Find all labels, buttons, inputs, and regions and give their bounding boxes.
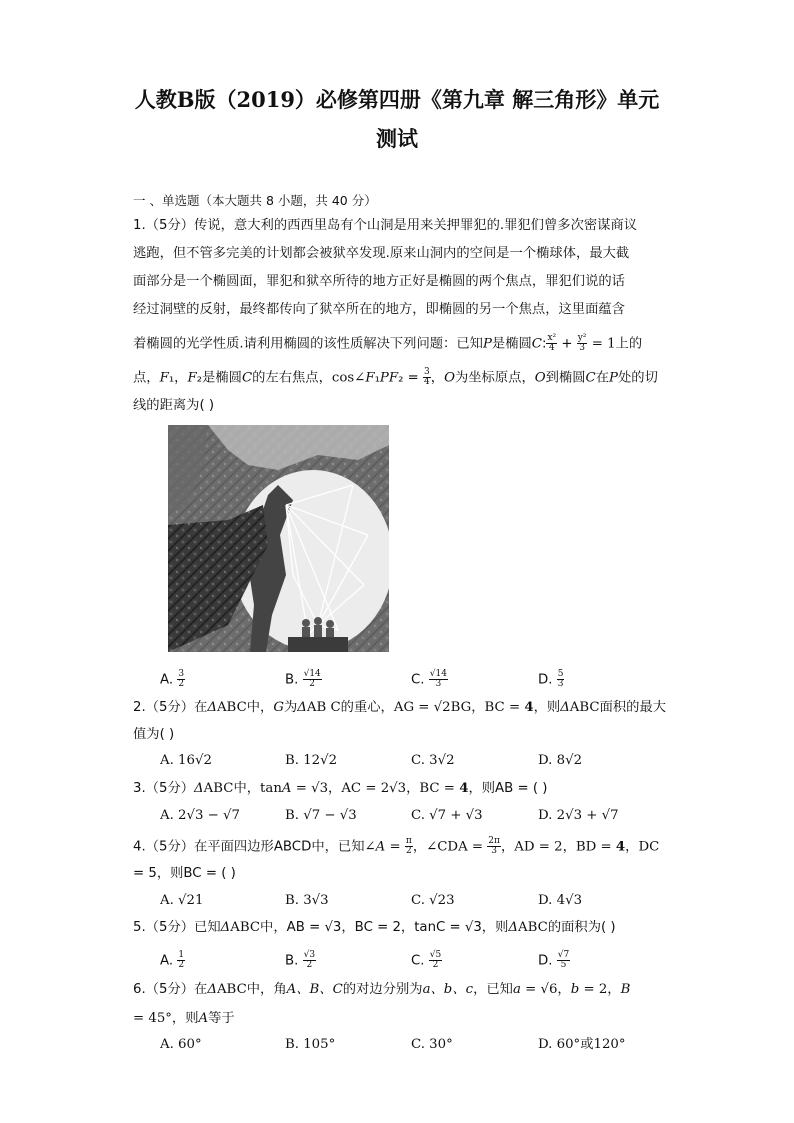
option-a[interactable]: A. 2√3 − √7 — [160, 808, 240, 823]
page-title-continued: 测试 — [376, 126, 418, 151]
q1-text: 处的切 — [617, 370, 658, 386]
q1-line: 经过洞壁的反射，最终都传向了狱卒所在的地方，即椭圆的另一个焦点，这里面蕴含 — [133, 302, 625, 317]
option-a[interactable]: A. $\frac{3}{2}$ — [160, 669, 185, 689]
q2-text: 面积的最大 — [599, 700, 667, 715]
q1-line: 逃跑，但不管多完美的计划都会被狱卒发现.原来山洞内的空间是一个椭球体，最大截 — [133, 246, 630, 261]
q2-line: 2.（5分）在ΔABC中，G为ΔAB C的重心，AG = √2BG，BC = 4，则ΔABC面积的最大 — [133, 700, 667, 715]
q1-text: 为坐标原点， — [454, 370, 535, 386]
page-title: 人教B版（2019）必修第四册《第九章 解三角形》单元 — [134, 87, 660, 112]
q3-text: ，则AB = ( ) — [468, 781, 548, 796]
option-c[interactable]: C. √7 + √3 — [411, 808, 483, 823]
q6-text: = 45°，则 — [133, 1011, 199, 1026]
option-a[interactable]: A. 16√2 — [160, 753, 212, 768]
q4-text: 4.（5分）在平面四边形ABCD中，已知 — [133, 839, 365, 855]
q4-line: 4.（5分）在平面四边形ABCD中，已知∠A = $\frac{\pi}{2}$ ，∠CDA = $\frac{2\pi}{3}$ ，AD = 2，BD = 4，DC — [133, 836, 660, 856]
q6-text: 的对边分别为 — [342, 982, 423, 997]
option-b[interactable]: B. 12√2 — [285, 753, 338, 768]
option-d[interactable]: D. 2√3 + √7 — [538, 808, 619, 823]
option-a[interactable]: A. $\frac{1}{2}$ — [160, 950, 185, 970]
q2-text: 2.（5分）在 — [133, 700, 208, 715]
option-b[interactable]: B. 105° — [285, 1037, 336, 1052]
option-d[interactable]: D. 8√2 — [538, 753, 583, 768]
q3-text: 3.（5分） — [133, 781, 195, 796]
option-a[interactable]: A. 60° — [160, 1037, 202, 1052]
q1-line: 着椭圆的光学性质.请利用椭圆的该性质解决下列问题：已知P是椭圆C: $\frac{\text{x²}}{4}$ + $\frac{\text{y²}}{3}$ = 1上的 — [133, 333, 643, 353]
q1-text: 是椭圆 — [491, 336, 532, 352]
q3-text: 中， — [233, 781, 261, 796]
option-c[interactable]: C. $\frac{√5}{2}$ — [411, 950, 442, 970]
option-d[interactable]: D. 60°或120° — [538, 1037, 626, 1052]
q1-line: 面部分是一个椭圆面，罪犯和狱卒所待的地方正好是椭圆的两个焦点，罪犯们说的话 — [133, 274, 625, 289]
q2-text: ，则 — [533, 700, 561, 715]
q5-text: 中，AB = √3，BC = 2，tanC = √3，则 — [260, 920, 509, 935]
option-c[interactable]: C. √23 — [411, 893, 455, 908]
q6-line: 6.（5分）在ΔABC中，角A、B、C的对边分别为a、b、c，已知a = √6，b = 2，B — [133, 982, 631, 997]
q1-text: 点， — [133, 370, 160, 386]
option-d[interactable]: D. 4√3 — [538, 893, 583, 908]
option-b[interactable]: B. $\frac{√3}{2}$ — [285, 950, 316, 970]
q6-text: ，已知 — [473, 982, 513, 997]
q6-text: 6.（5分）在 — [133, 982, 208, 997]
q6-line: = 45°，则A等于 — [133, 1011, 235, 1026]
option-b[interactable]: B. √7 − √3 — [285, 808, 357, 823]
q6-text: 中，角 — [246, 982, 287, 997]
option-b[interactable]: B. 3√3 — [285, 893, 329, 908]
section-heading: 一 、单选题（本大题共 8 小题，共 40 分） — [133, 193, 377, 208]
q4-line: = 5，则BC = ( ) — [133, 866, 236, 881]
q1-line: 1.（5分）传说，意大利的西西里岛有个山洞是用来关押罪犯的.罪犯们曾多次密谋商议 — [133, 218, 638, 233]
option-d[interactable]: D. $\frac{√7}{5}$ — [538, 950, 570, 970]
q6-text: 等于 — [208, 1011, 235, 1026]
q1-text: 上的 — [615, 336, 643, 352]
q5-line: 5.（5分）已知ΔABC中，AB = √3，BC = 2，tanC = √3，则ΔABC的面积为( ) — [133, 920, 616, 935]
q1-line: 线的距离为( ) — [133, 398, 215, 413]
option-d[interactable]: D. $\frac{5}{3}$ — [538, 669, 564, 689]
option-c[interactable]: C. 30° — [411, 1037, 453, 1052]
q1-text: 的左右焦点， — [252, 370, 332, 386]
q2-text: 的重心， — [340, 700, 394, 715]
q1-text: 在 — [595, 370, 610, 386]
option-c[interactable]: C. 3√2 — [411, 753, 455, 768]
q5-text: 的面积为( ) — [547, 920, 616, 935]
option-a[interactable]: A. √21 — [160, 893, 204, 908]
q1-text: 到椭圆 — [545, 370, 586, 386]
q1-text: 着椭圆的光学性质.请利用椭圆的该性质解决下列问题：已知 — [133, 336, 483, 352]
ellipse-cave-photo-icon — [168, 425, 389, 652]
q2-text: 为 — [283, 700, 298, 715]
q5-text: 5.（5分）已知 — [133, 920, 221, 935]
q1-text: 是椭圆 — [202, 370, 242, 386]
q3-line: 3.（5分）ΔABC中，tanA = √3，AC = 2√3，BC = 4，则AB = ( ) — [133, 781, 548, 796]
q2-text: 中， — [246, 700, 274, 715]
q1-line: 点，F₁，F₂是椭圆C的左右焦点，cos∠F₁PF₂ = $\frac{3}{4}$ ，O为坐标原点，O到椭圆C在P处的切 — [133, 367, 658, 387]
q2-line: 值为( ) — [133, 727, 175, 742]
option-c[interactable]: C. $\frac{√14}{3}$ — [411, 669, 447, 689]
option-b[interactable]: B. $\frac{√14}{2}$ — [285, 669, 321, 689]
